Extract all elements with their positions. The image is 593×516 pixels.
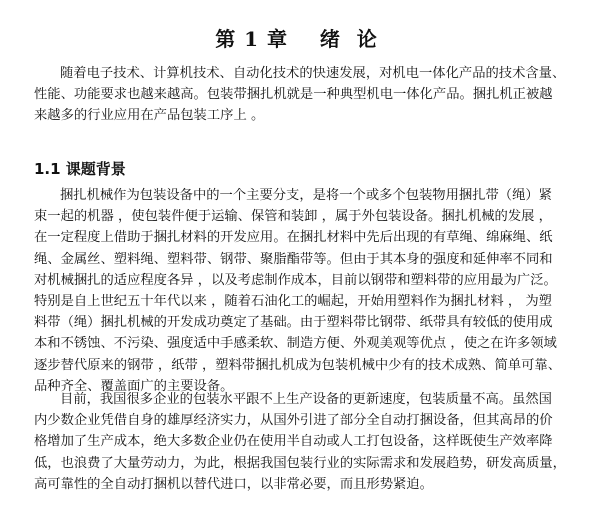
chapter-title: 第 1 章 绪 论 xyxy=(215,27,378,52)
current-status-paragraph xyxy=(34,389,574,495)
paragraph-line: 低，也浪费了大量劳动力，为此，根据我国包装行业的实际需求和发展趋势，研发高质量， xyxy=(34,455,566,471)
paragraph-line: 料带（绳）捆扎机械的开发成功奠定了基础。由于塑料带比钢带、纸带具有较低的使用成 xyxy=(34,315,553,331)
intro-paragraph xyxy=(34,63,574,127)
paragraph-line: 性能、功能要求也越来越高。包装带捆扎机就是一种典型机电一体化产品。捆扎机正被越 xyxy=(34,87,553,103)
paragraph-line: 逐步替代原来的钢带 ，纸带 ，塑料带捆扎机成为包装机械中少有的技术成熟、简单可靠、 xyxy=(34,357,562,373)
paragraph-line: 绳、金属丝、塑料绳、塑料带、钢带、聚脂酯带等。但由于其本身的强度和延伸率不同和 xyxy=(34,251,553,267)
paragraph-line: 品种齐全、覆盖面广的主要设备。 xyxy=(34,378,234,394)
paragraph-line: 来越多的行业应用在产品包装工序上 。 xyxy=(34,108,265,124)
paragraph-line: 内少数企业凭借自身的雄厚经济实力，从国外引进了部分全自动打捆设备，但其高昂的价 xyxy=(34,413,553,429)
paragraph-line: 目前，我国很多企业的包装水平跟不上生产设备的更新速度，包装质量不高。虽然国 xyxy=(60,392,552,407)
section-heading: 1.1 课题背景 xyxy=(34,160,126,179)
paragraph-line: 捆扎机械作为包装设备中的一个主要分支，是将一个或多个包装物用捆扎带（绳）紧 xyxy=(60,188,552,203)
background-paragraph xyxy=(34,185,574,397)
paragraph-line: 特别是自上世纪五十年代以来 ，随着石油化工的崛起，开始用塑料作为捆扎材料 ， 为塑 xyxy=(34,294,552,310)
paragraph-line: 格增加了生产成本，绝大多数企业仍在使用半自动或人工打包设备，这样既使生产效率降 xyxy=(34,434,553,450)
paragraph-line: 本和不锈蚀、不污染、强度适中手感柔软、制造方便、外观美观等优点 ，使之在许多领域 xyxy=(34,336,557,352)
paragraph-line: 随着电子技术、计算机技术、自动化技术的快速发展，对机电一体化产品的技术含量、 xyxy=(60,66,566,81)
paragraph-line: 对机械捆扎的适应程度各异 ，以及考虑制作成本，目前以钢带和塑料带的应用最为广泛。 xyxy=(34,272,557,288)
paragraph-line: 高可靠性的全自动打捆机以替代进口，以非常必要，而且形势紧迫。 xyxy=(34,476,433,492)
paragraph-line: 束一起的机器 ，使包装件便于运输、保管和装卸 ，属于外包装设备。捆扎机械的发展 ， xyxy=(34,209,552,225)
paragraph-line: 在一定程度上借助于捆扎材料的开发应用。在捆扎材料中先后出现的有草绳、绵麻绳、纸 xyxy=(34,230,553,246)
